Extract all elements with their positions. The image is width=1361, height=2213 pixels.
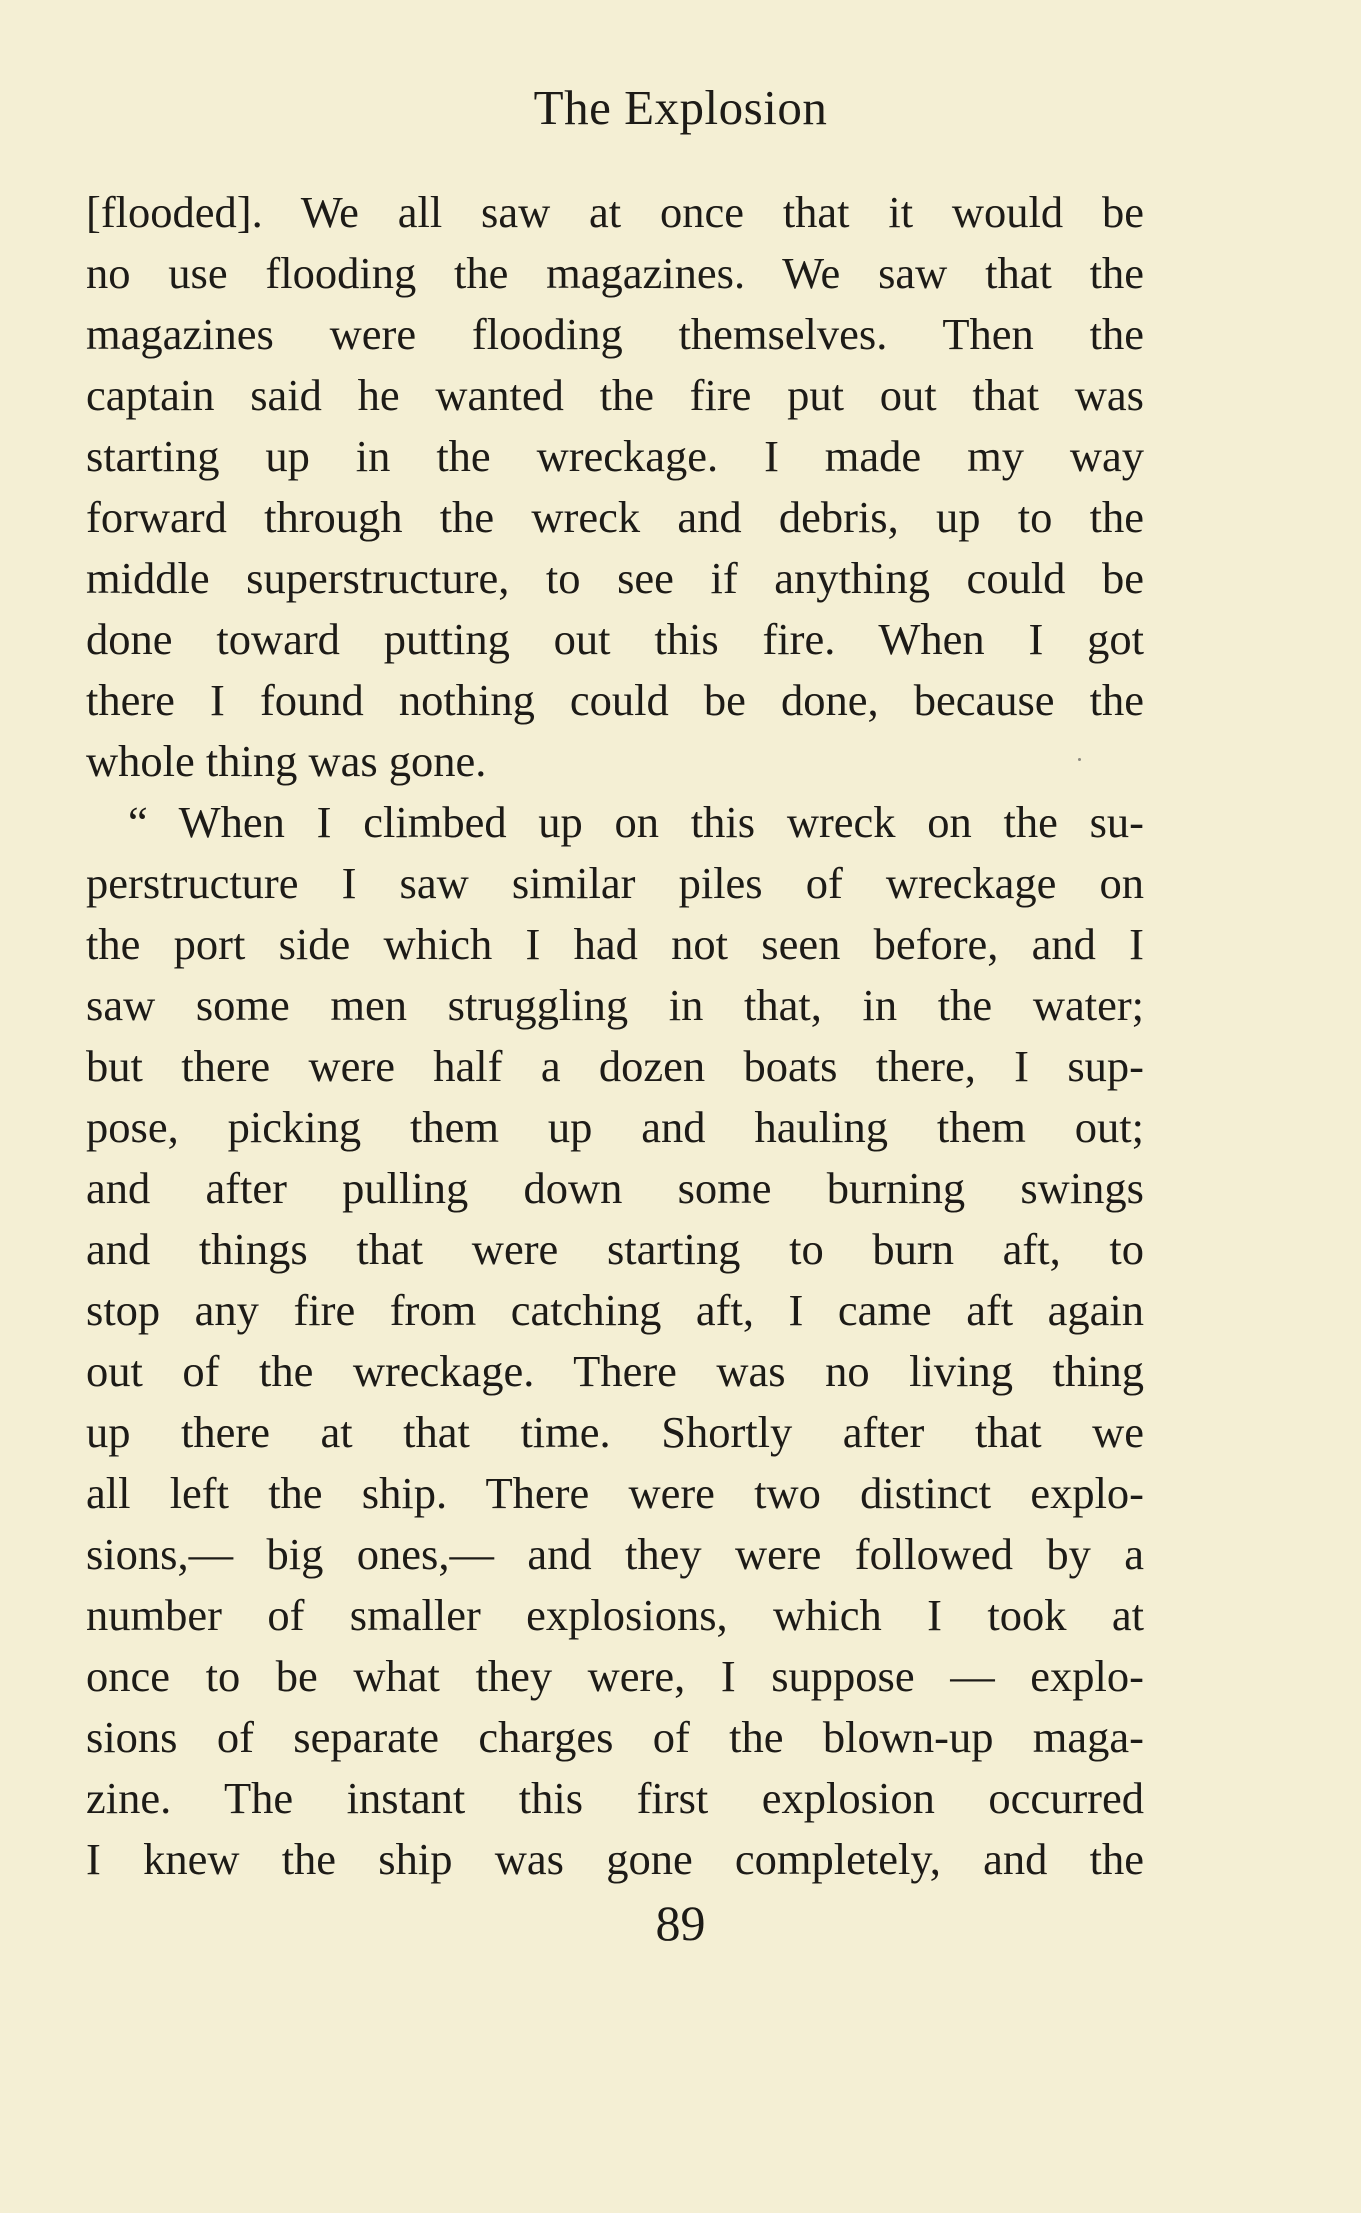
text-line: “ When I climbed up on this wreck on the su-	[128, 797, 1144, 847]
text-line: the port side which I had not seen before, and I	[86, 919, 1144, 969]
text-line: I knew the ship was gone completely, and the	[86, 1834, 1144, 1884]
text-line: and after pulling down some burning swings	[86, 1163, 1144, 1213]
text-line: perstructure I saw similar piles of wreckage on	[86, 858, 1144, 908]
text-line: zine. The instant this first explosion occurred	[86, 1773, 1144, 1823]
text-line: all left the ship. There were two distinct explo-	[86, 1468, 1144, 1518]
text-line: sions,— big ones,— and they were followed by a	[86, 1529, 1144, 1579]
text-line: and things that were starting to burn aft, to	[86, 1224, 1144, 1274]
page-number: 89	[655, 1895, 706, 1951]
text-line: no use flooding the magazines. We saw that the	[86, 248, 1144, 298]
paper-speck	[1078, 758, 1081, 761]
text-line: starting up in the wreckage. I made my way	[86, 431, 1144, 481]
text-line: magazines were flooding themselves. Then the	[86, 309, 1144, 359]
text-line: number of smaller explosions, which I took at	[86, 1590, 1144, 1640]
text-line: middle superstructure, to see if anything could be	[86, 553, 1144, 603]
body-text	[86, 182, 1144, 1890]
text-line: captain said he wanted the fire put out that was	[86, 370, 1144, 420]
running-head: The Explosion	[533, 80, 828, 135]
text-line: saw some men struggling in that, in the water;	[86, 980, 1144, 1030]
text-line: stop any fire from catching aft, I came aft again	[86, 1285, 1144, 1335]
text-line: done toward putting out this fire. When I got	[86, 614, 1144, 664]
text-line: once to be what they were, I suppose — explo-	[86, 1651, 1144, 1701]
text-line: whole thing was gone.	[86, 736, 487, 786]
text-line: pose, picking them up and hauling them out;	[86, 1102, 1144, 1152]
text-line: forward through the wreck and debris, up to the	[86, 492, 1144, 542]
text-line: [flooded]. We all saw at once that it would be	[86, 187, 1144, 237]
text-line: out of the wreckage. There was no living thing	[86, 1346, 1144, 1396]
text-line: there I found nothing could be done, because the	[86, 675, 1144, 725]
text-line: up there at that time. Shortly after that we	[86, 1407, 1144, 1457]
text-line: sions of separate charges of the blown-up maga-	[86, 1712, 1144, 1762]
text-line: but there were half a dozen boats there, I sup-	[86, 1041, 1144, 1091]
